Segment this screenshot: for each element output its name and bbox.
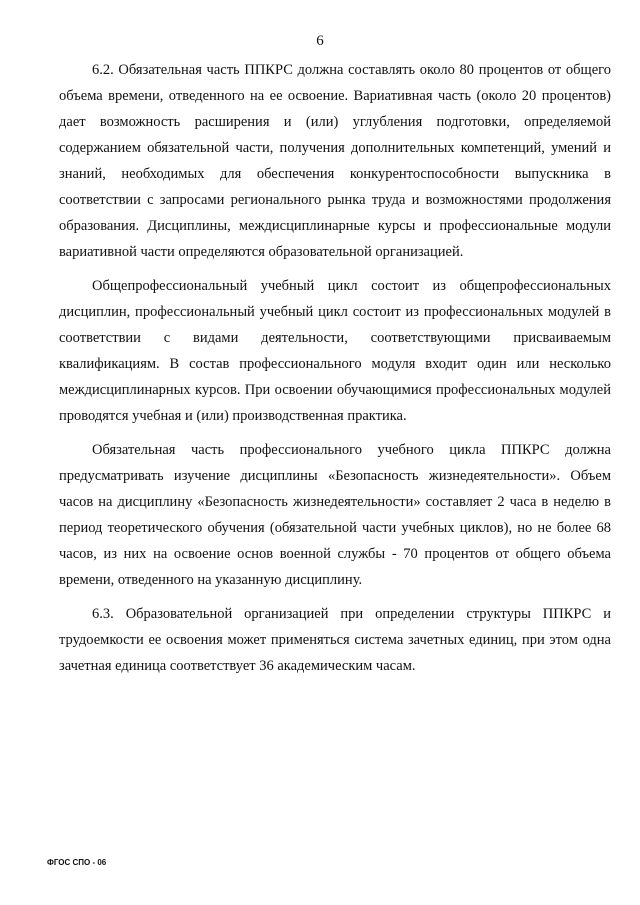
- document-body: [59, 57, 611, 687]
- document-footer: ФГОС СПО - 06: [47, 858, 107, 867]
- paragraph-6-3: 6.3. Образовательной организацией при определении структуры ППКРС и трудоемкости ее освоения может применяться система зачетных единиц, при этом одна зачетная единица соответствует 36 академическим часам.: [59, 606, 611, 674]
- paragraph-cycles: Общепрофессиональный учебный цикл состоит из общепрофессиональных дисциплин, профессиональный учебный цикл состоит из профессиональных модулей в соответствии с видами деятельности, соответствующими присваиваемым квалификациям. В состав профессионального модуля входит один или несколько междисциплинарных курсов. При освоении обучающимися профессиональных модулей проводятся учебная и (или) производственная практика.: [59, 278, 611, 424]
- paragraph-safety-discipline: Обязательная часть профессионального учебного цикла ППКРС должна предусматривать изучение дисциплины «Безопасность жизнедеятельности». Объем часов на дисциплину «Безопасность жизнедеятельности» составляет 2 часа в неделю в период теоретического обучения (обязательной части учебных циклов), но не более 68 часов, из них на освоение основ военной службы - 70 процентов от общего объема времени, отведенного на указанную дисциплину.: [59, 442, 611, 588]
- page-number: 6: [316, 33, 324, 49]
- paragraph-6-2: 6.2. Обязательная часть ППКРС должна составлять около 80 процентов от общего объема времени, отведенного на ее освоение. Вариативная часть (около 20 процентов) дает возможность расширения и (или) углубления подготовки, определяемой содержанием обязательной части, получения дополнительных компетенций, умений и знаний, необходимых для обеспечения конкурентоспособности выпускника в соответствии с запросами регионального рынка труда и возможностями продолжения образования. Дисциплины, междисциплинарные курсы и профессиональные модули вариативной части определяются образовательной организацией.: [59, 62, 611, 260]
